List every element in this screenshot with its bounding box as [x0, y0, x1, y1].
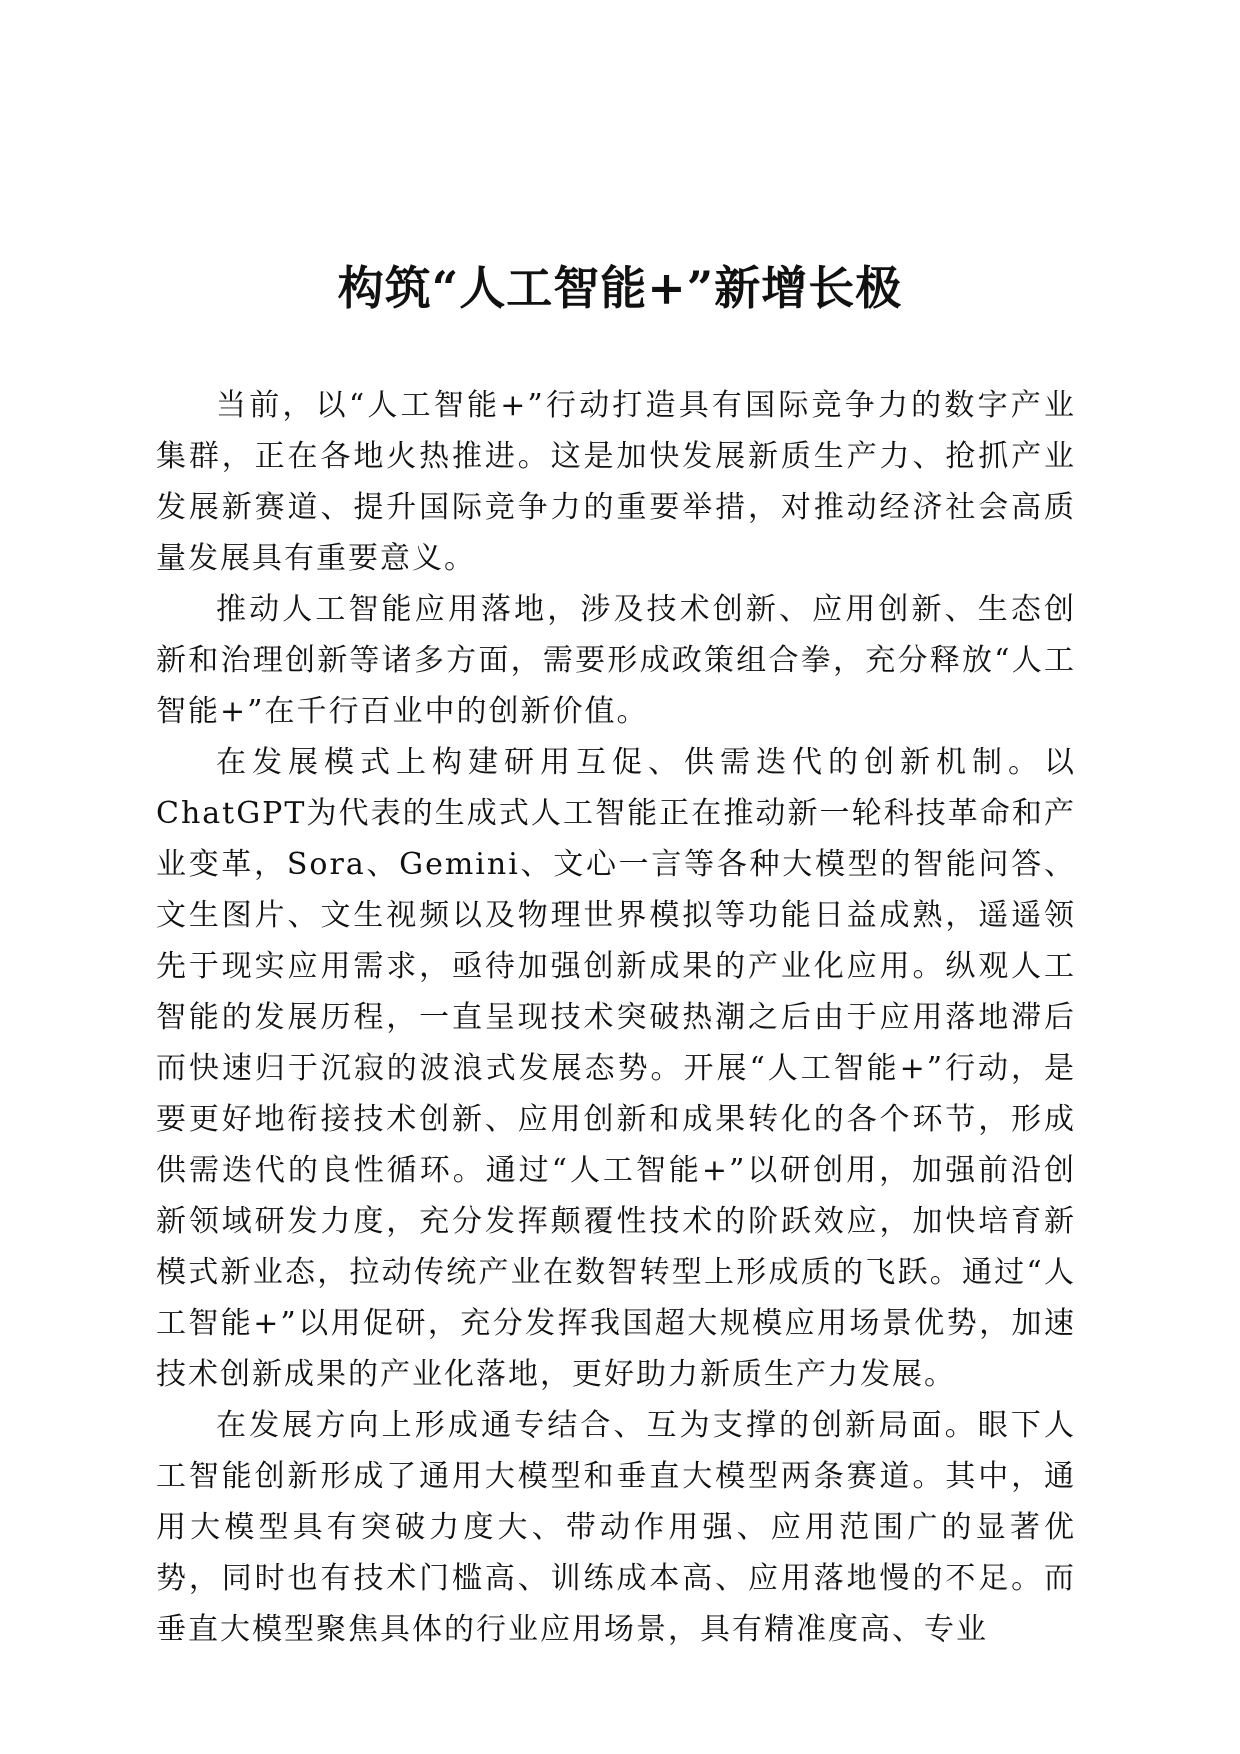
- document-body: [156, 380, 1076, 1655]
- paragraph-2: 推动人工智能应用落地，涉及技术创新、应用创新、生态创新和治理创新等诸多方面，需要形成政策组合拳，充分释放“人工智能+”在千行百业中的创新价值。: [156, 592, 1076, 729]
- document-title: 构筑“人工智能+”新增长极: [337, 261, 903, 315]
- paragraph-3: 在发展模式上构建研用互促、供需迭代的创新机制。以ChatGPT为代表的生成式人工智能正在推动新一轮科技革命和产业变革，Sora、Gemini、文心一言等各种大模型的智能问答、文生图片、文生视频以及物理世界模拟等功能日益成熟，遥遥领先于现实应用需求，亟待加强创新成果的产业化应用。纵观人工智能的发展历程，一直呈现技术突破热潮之后由于应用落地滞后而快速归于沉寂的波浪式发展态势。开展“人工智能+”行动，是要更好地衔接技术创新、应用创新和成果转化的各个环节，形成供需迭代的良性循环。通过“人工智能+”以研创用，加强前沿创新领域研发力度，充分发挥颠覆性技术的阶跃效应，加快培育新模式新业态，拉动传统产业在数智转型上形成质的飞跃。通过“人工智能+”以用促研，充分发挥我国超大规模应用场景优势，加速技术创新成果的产业化落地，更好助力新质生产力发展。: [156, 745, 1076, 1392]
- paragraph-1: 当前，以“人工智能+”行动打造具有国际竞争力的数字产业集群，正在各地火热推进。这是加快发展新质生产力、抢抓产业发展新赛道、提升国际竞争力的重要举措，对推动经济社会高质量发展具有重要意义。: [156, 388, 1076, 576]
- paragraph-4: 在发展方向上形成通专结合、互为支撑的创新局面。眼下人工智能创新形成了通用大模型和垂直大模型两条赛道。其中，通用大模型具有突破力度大、带动作用强、应用范围广的显著优势，同时也有技术门槛高、训练成本高、应用落地慢的不足。而垂直大模型聚焦具体的行业应用场景，具有精准度高、专业: [156, 1408, 1076, 1647]
